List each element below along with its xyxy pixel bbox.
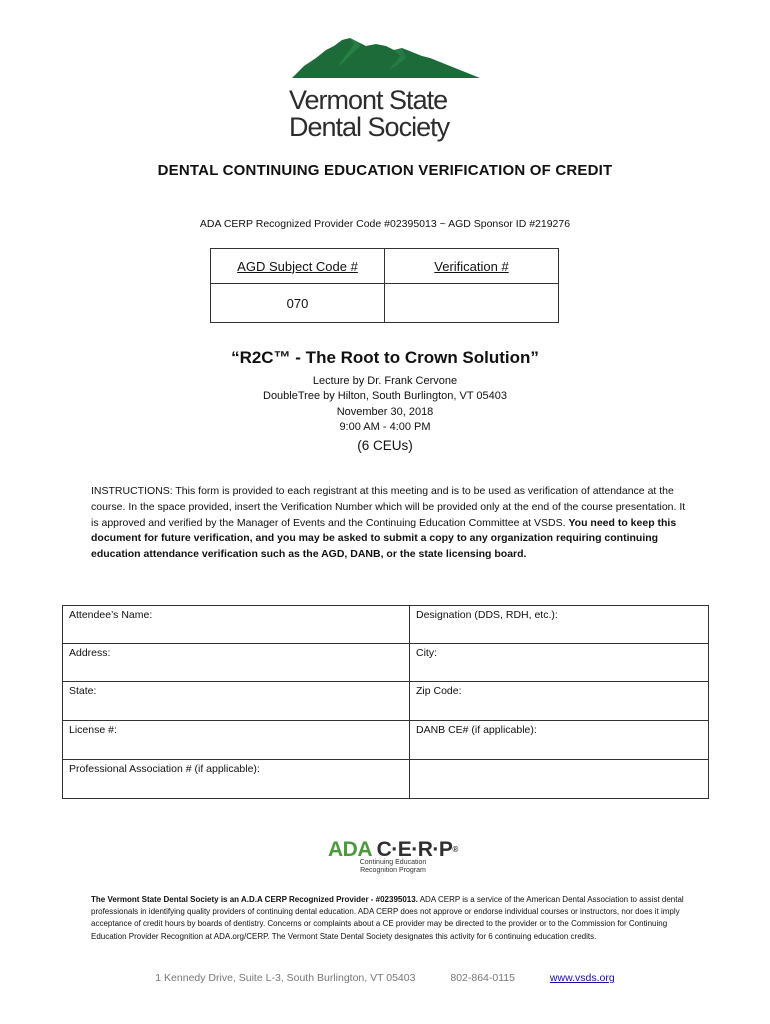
cerp-wordmark: C·E·R·P (376, 838, 453, 861)
agd-subject-code-value: 070 (211, 284, 385, 323)
footer (0, 972, 770, 984)
ada-statement-text: ADA CERP is a service of the American Dental Association to assist dental professionals in identifying quality providers of continuing dental education. ADA CERP does not approve or endorse individual courses or instructors, nor does it imply acceptance of credit hours by boards of dentistry. Concerns or complaints about a CE provider may be directed to the provider or to the Commission for Continuing Education Provider Recognition at ADA.org/CERP. The Vermont State Dental Society designates this activity for 6 continuing education credits. (91, 895, 684, 941)
logo-text-line2: Dental Society (289, 112, 450, 142)
provider-code-line: ADA CERP Recognized Provider Code #02395013 ~ AGD Sponsor ID #219276 (199, 218, 571, 230)
professional-association-field[interactable] (63, 760, 410, 799)
address-label: Address: (69, 647, 111, 659)
city-label: City: (416, 647, 437, 659)
danb-ce-field[interactable] (410, 721, 709, 760)
zip-code-label: Zip Code: (416, 685, 462, 697)
ada-statement-bold: The Vermont State Dental Society is an A.D.A CERP Recognized Provider - #02395013. (91, 895, 418, 904)
instructions-paragraph (91, 484, 691, 563)
ada-cerp-statement (91, 894, 691, 943)
designation-field[interactable] (410, 606, 709, 644)
zip-code-field[interactable] (410, 682, 709, 721)
instructions-bold-text: You need to keep this document for future verification, and you may be asked to submit a copy to any organization requiring continuing education attendance verification such as the AGD, DANB, or the state licensing board. (91, 516, 677, 561)
mountain-logo-icon (290, 36, 482, 80)
instructions-text: INSTRUCTIONS: This form is provided to each registrant at this meeting and is to be used as verification of attendance at the course. In the space provided, insert the Verification Number which will be provided only at the end of the course presentation. It is approved and verified by the Manager of Events and the Continuing Education Committee at VSDS. (91, 485, 686, 529)
attendee-name-field[interactable] (63, 606, 410, 644)
venue-line: DoubleTree by Hilton, South Burlington, VT 05403 (263, 390, 507, 402)
footer-phone: 802-864-0115 (450, 972, 515, 984)
professional-association-label: Professional Association # (if applicable): (69, 763, 260, 775)
ada-wordmark: ADA (328, 838, 372, 861)
address-field[interactable] (63, 644, 410, 682)
ceu-count: (6 CEUs) (357, 438, 413, 453)
code-table (210, 248, 559, 323)
attendee-name-label: Attendee’s Name: (69, 609, 153, 621)
city-field[interactable] (410, 644, 709, 682)
date-line: November 30, 2018 (336, 406, 434, 418)
ada-cerp-subtitle-line2: Recognition Program (360, 867, 426, 874)
danb-ce-label: DANB CE# (if applicable): (416, 724, 537, 736)
lecturer-line: Lecture by Dr. Frank Cervone (312, 375, 458, 387)
logo-text-line1: Vermont State (289, 85, 448, 115)
registered-mark: ® (452, 845, 458, 854)
document-title: DENTAL CONTINUING EDUCATION VERIFICATION OF CREDIT (157, 162, 613, 179)
time-line: 9:00 AM - 4:00 PM (339, 421, 431, 433)
license-field[interactable] (63, 721, 410, 760)
footer-website-link[interactable]: www.vsds.org (549, 972, 615, 984)
license-label: License #: (69, 724, 117, 736)
footer-address: 1 Kennedy Drive, Suite L-3, South Burlington, VT 05403 (155, 972, 416, 984)
agd-subject-code-header: AGD Subject Code # (211, 249, 385, 284)
professional-association-value-field[interactable] (410, 760, 709, 799)
designation-label: Designation (DDS, RDH, etc.): (416, 609, 558, 621)
attendee-form-table (62, 605, 709, 799)
state-label: State: (69, 685, 97, 697)
verification-number-header: Verification # (385, 249, 559, 284)
ada-cerp-logo (328, 838, 458, 880)
ada-cerp-subtitle-line1: Continuing Education (359, 859, 427, 866)
state-field[interactable] (63, 682, 410, 721)
course-title: “R2C™ - The Root to Crown Solution” (231, 348, 539, 367)
verification-number-field[interactable] (385, 284, 559, 323)
